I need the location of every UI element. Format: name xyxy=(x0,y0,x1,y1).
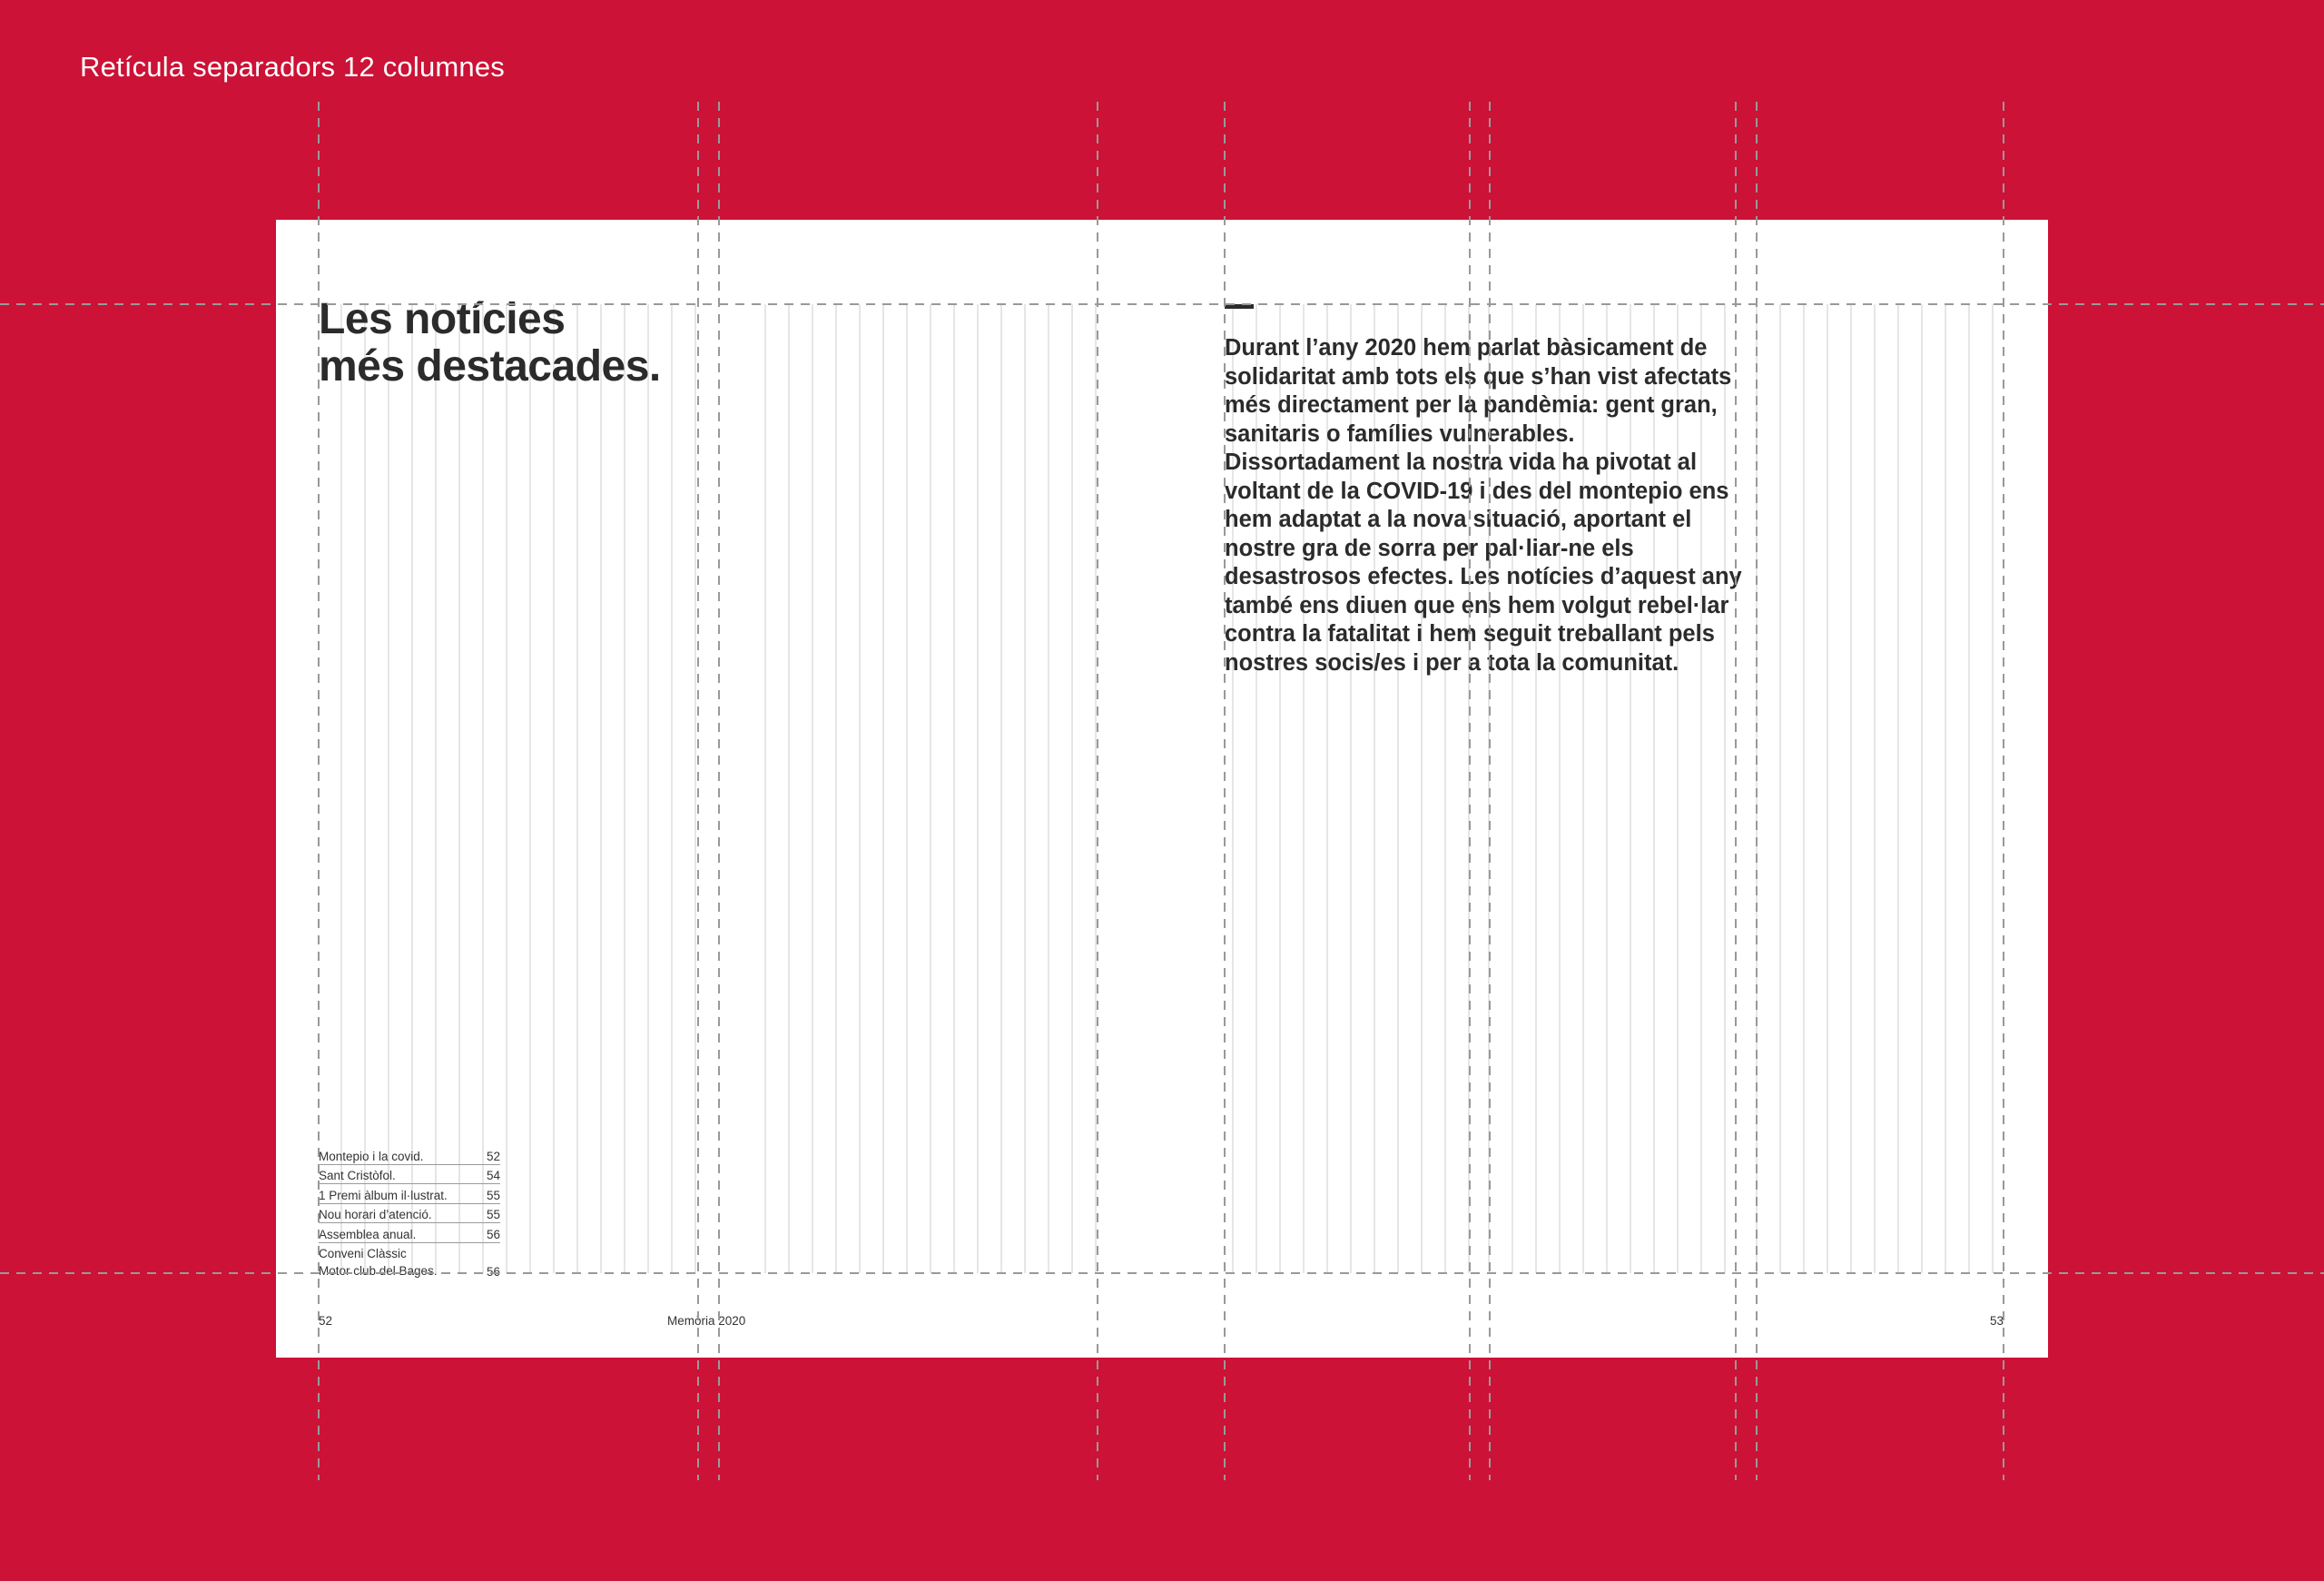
toc-item xyxy=(319,1204,500,1224)
page-title xyxy=(319,296,661,390)
toc-item-page: 56 xyxy=(486,1227,500,1241)
running-footer-title: Memòria 2020 xyxy=(667,1314,746,1328)
toc-item xyxy=(319,1243,500,1280)
toc-item-page: 55 xyxy=(486,1188,500,1202)
toc-item-label: Sant Cristòfol. xyxy=(319,1169,396,1182)
toc-item-page: 55 xyxy=(486,1208,500,1221)
page-number-left: 52 xyxy=(319,1314,333,1328)
table-of-contents xyxy=(319,1145,500,1280)
toc-item-label-line-1: Conveni Clàssic xyxy=(319,1246,407,1260)
toc-item-label-line-2: Motor club del Bages. xyxy=(319,1263,438,1278)
title-dash xyxy=(1225,304,1254,309)
grid-caption: Retícula separadors 12 columnes xyxy=(80,51,506,83)
toc-item-label: Montepio i la covid. xyxy=(319,1149,424,1163)
toc-item xyxy=(319,1165,500,1185)
toc-item xyxy=(319,1223,500,1243)
page-title-line-1: Les notícies xyxy=(319,295,566,343)
intro-paragraph: Durant l’any 2020 hem parlat bàsicament de solidaritat amb tots els que s’han vist afectats més directament per la pandèmia: gent gran, sanitaris o famílies vulnerables. Dissortadament la nostra vida ha pivotat al voltant de la COVID-19 i des del montepio ens hem adaptat a la nova situació, aportant el nostre gra de sorra per pal·liar-ne els desastrosos efectes. Les notícies d’aquest any també ens diuen que ens hem volgut rebel·lar contra la fatalitat i hem seguit treballant pels nostres socis/es i per a tota la comunitat. xyxy=(1225,335,1742,676)
page-title-line-2: més destacades. xyxy=(319,342,661,390)
toc-item-page: 54 xyxy=(486,1169,500,1182)
toc-item-page: 52 xyxy=(486,1149,500,1163)
toc-item-label: 1 Premi àlbum il·lustrat. xyxy=(319,1188,448,1202)
toc-item-label: Nou horari d’atenció. xyxy=(319,1208,432,1221)
toc-item-page: 56 xyxy=(486,1264,500,1279)
page-number-right: 53 xyxy=(1990,1314,2004,1328)
toc-item-label: Assemblea anual. xyxy=(319,1227,417,1241)
toc-item xyxy=(319,1184,500,1204)
toc-item-label xyxy=(319,1245,438,1280)
toc-item xyxy=(319,1145,500,1165)
